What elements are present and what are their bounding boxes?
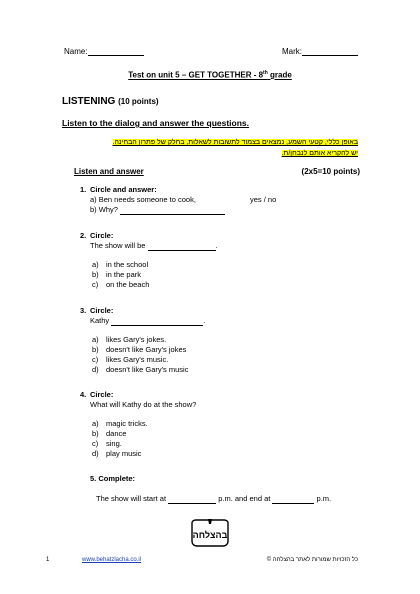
name-blank[interactable] xyxy=(88,47,144,56)
start-time-blank[interactable] xyxy=(168,495,216,504)
header-row xyxy=(64,47,358,59)
question-3: 3. Circle: Kathy . a) likes Gary's jokes. b) doesn't like Gary's jokes c) likes Gary's music. d) doesn't like Gary's music xyxy=(80,306,206,374)
hebrew-note: באופן כללי, קטעי השמע, נמצאים בצמוד לתשובות לשאלות, בחלק של פתרון הבחינה. יש להקריא אותם לנבחן/ת. xyxy=(112,139,358,157)
why-answer-blank[interactable] xyxy=(120,206,225,215)
mark-field xyxy=(282,47,358,56)
question-4: 4. Circle: What will Kathy do at the show? a) magic tricks. b) dance c) sing. d) play music xyxy=(80,390,197,458)
mark-blank[interactable] xyxy=(302,47,358,56)
q2-options xyxy=(90,260,218,290)
question-2: 2. Circle: The show will be . a) in the school b) in the park c) on the beach xyxy=(80,231,218,289)
q3-options xyxy=(90,335,205,375)
test-title: Test on unit 5 – GET TOGETHER - 8th grade xyxy=(128,70,292,80)
option[interactable]: a) magic tricks. xyxy=(92,419,148,428)
mark-label: Mark: xyxy=(282,47,302,56)
kathy-blank[interactable] xyxy=(111,317,203,326)
behatzlacha-logo: בהצלחה xyxy=(186,519,234,549)
option[interactable]: c) likes Gary's music. xyxy=(92,355,169,364)
instruction: Listen to the dialog and answer the questions. xyxy=(62,118,250,128)
sub-heading: Listen and answer xyxy=(74,167,144,176)
option[interactable]: c) sing. xyxy=(92,439,122,448)
option[interactable]: b) in the park xyxy=(92,270,142,279)
name-field xyxy=(64,47,144,56)
site-link[interactable]: www.behatzlacha.co.il xyxy=(82,557,142,563)
page-number: 1 xyxy=(46,557,50,563)
option[interactable]: c) on the beach xyxy=(92,280,150,289)
option[interactable]: a) in the school xyxy=(92,260,149,269)
name-label: Name: xyxy=(64,47,88,56)
show-location-blank[interactable] xyxy=(148,242,216,251)
option[interactable]: d) play music xyxy=(92,449,142,458)
option[interactable]: b) doesn't like Gary's jokes xyxy=(92,345,187,354)
option[interactable]: d) doesn't like Gary's music xyxy=(92,365,189,374)
section-heading: LISTENING (10 points) xyxy=(62,96,159,107)
question-1: 1. Circle and answer: a) Ben needs someone to cook, yes / no b) Why? xyxy=(80,185,277,214)
sub-heading-row xyxy=(74,167,360,179)
option[interactable]: b) dance xyxy=(92,429,127,438)
sub-points: (2x5=10 points) xyxy=(301,167,360,176)
yes-no-options[interactable]: yes / no xyxy=(250,195,277,204)
section-points: (10 points) xyxy=(118,97,159,106)
copyright: כל הזכויות שמורות לאתר בהצלחה © xyxy=(266,557,358,563)
footer xyxy=(0,557,420,569)
q4-options xyxy=(90,419,196,459)
option[interactable]: a) likes Gary's jokes. xyxy=(92,335,167,344)
end-time-blank[interactable] xyxy=(272,495,314,504)
question-5: 5. Complete: The show will start at p.m. and end at p.m. xyxy=(90,474,332,503)
